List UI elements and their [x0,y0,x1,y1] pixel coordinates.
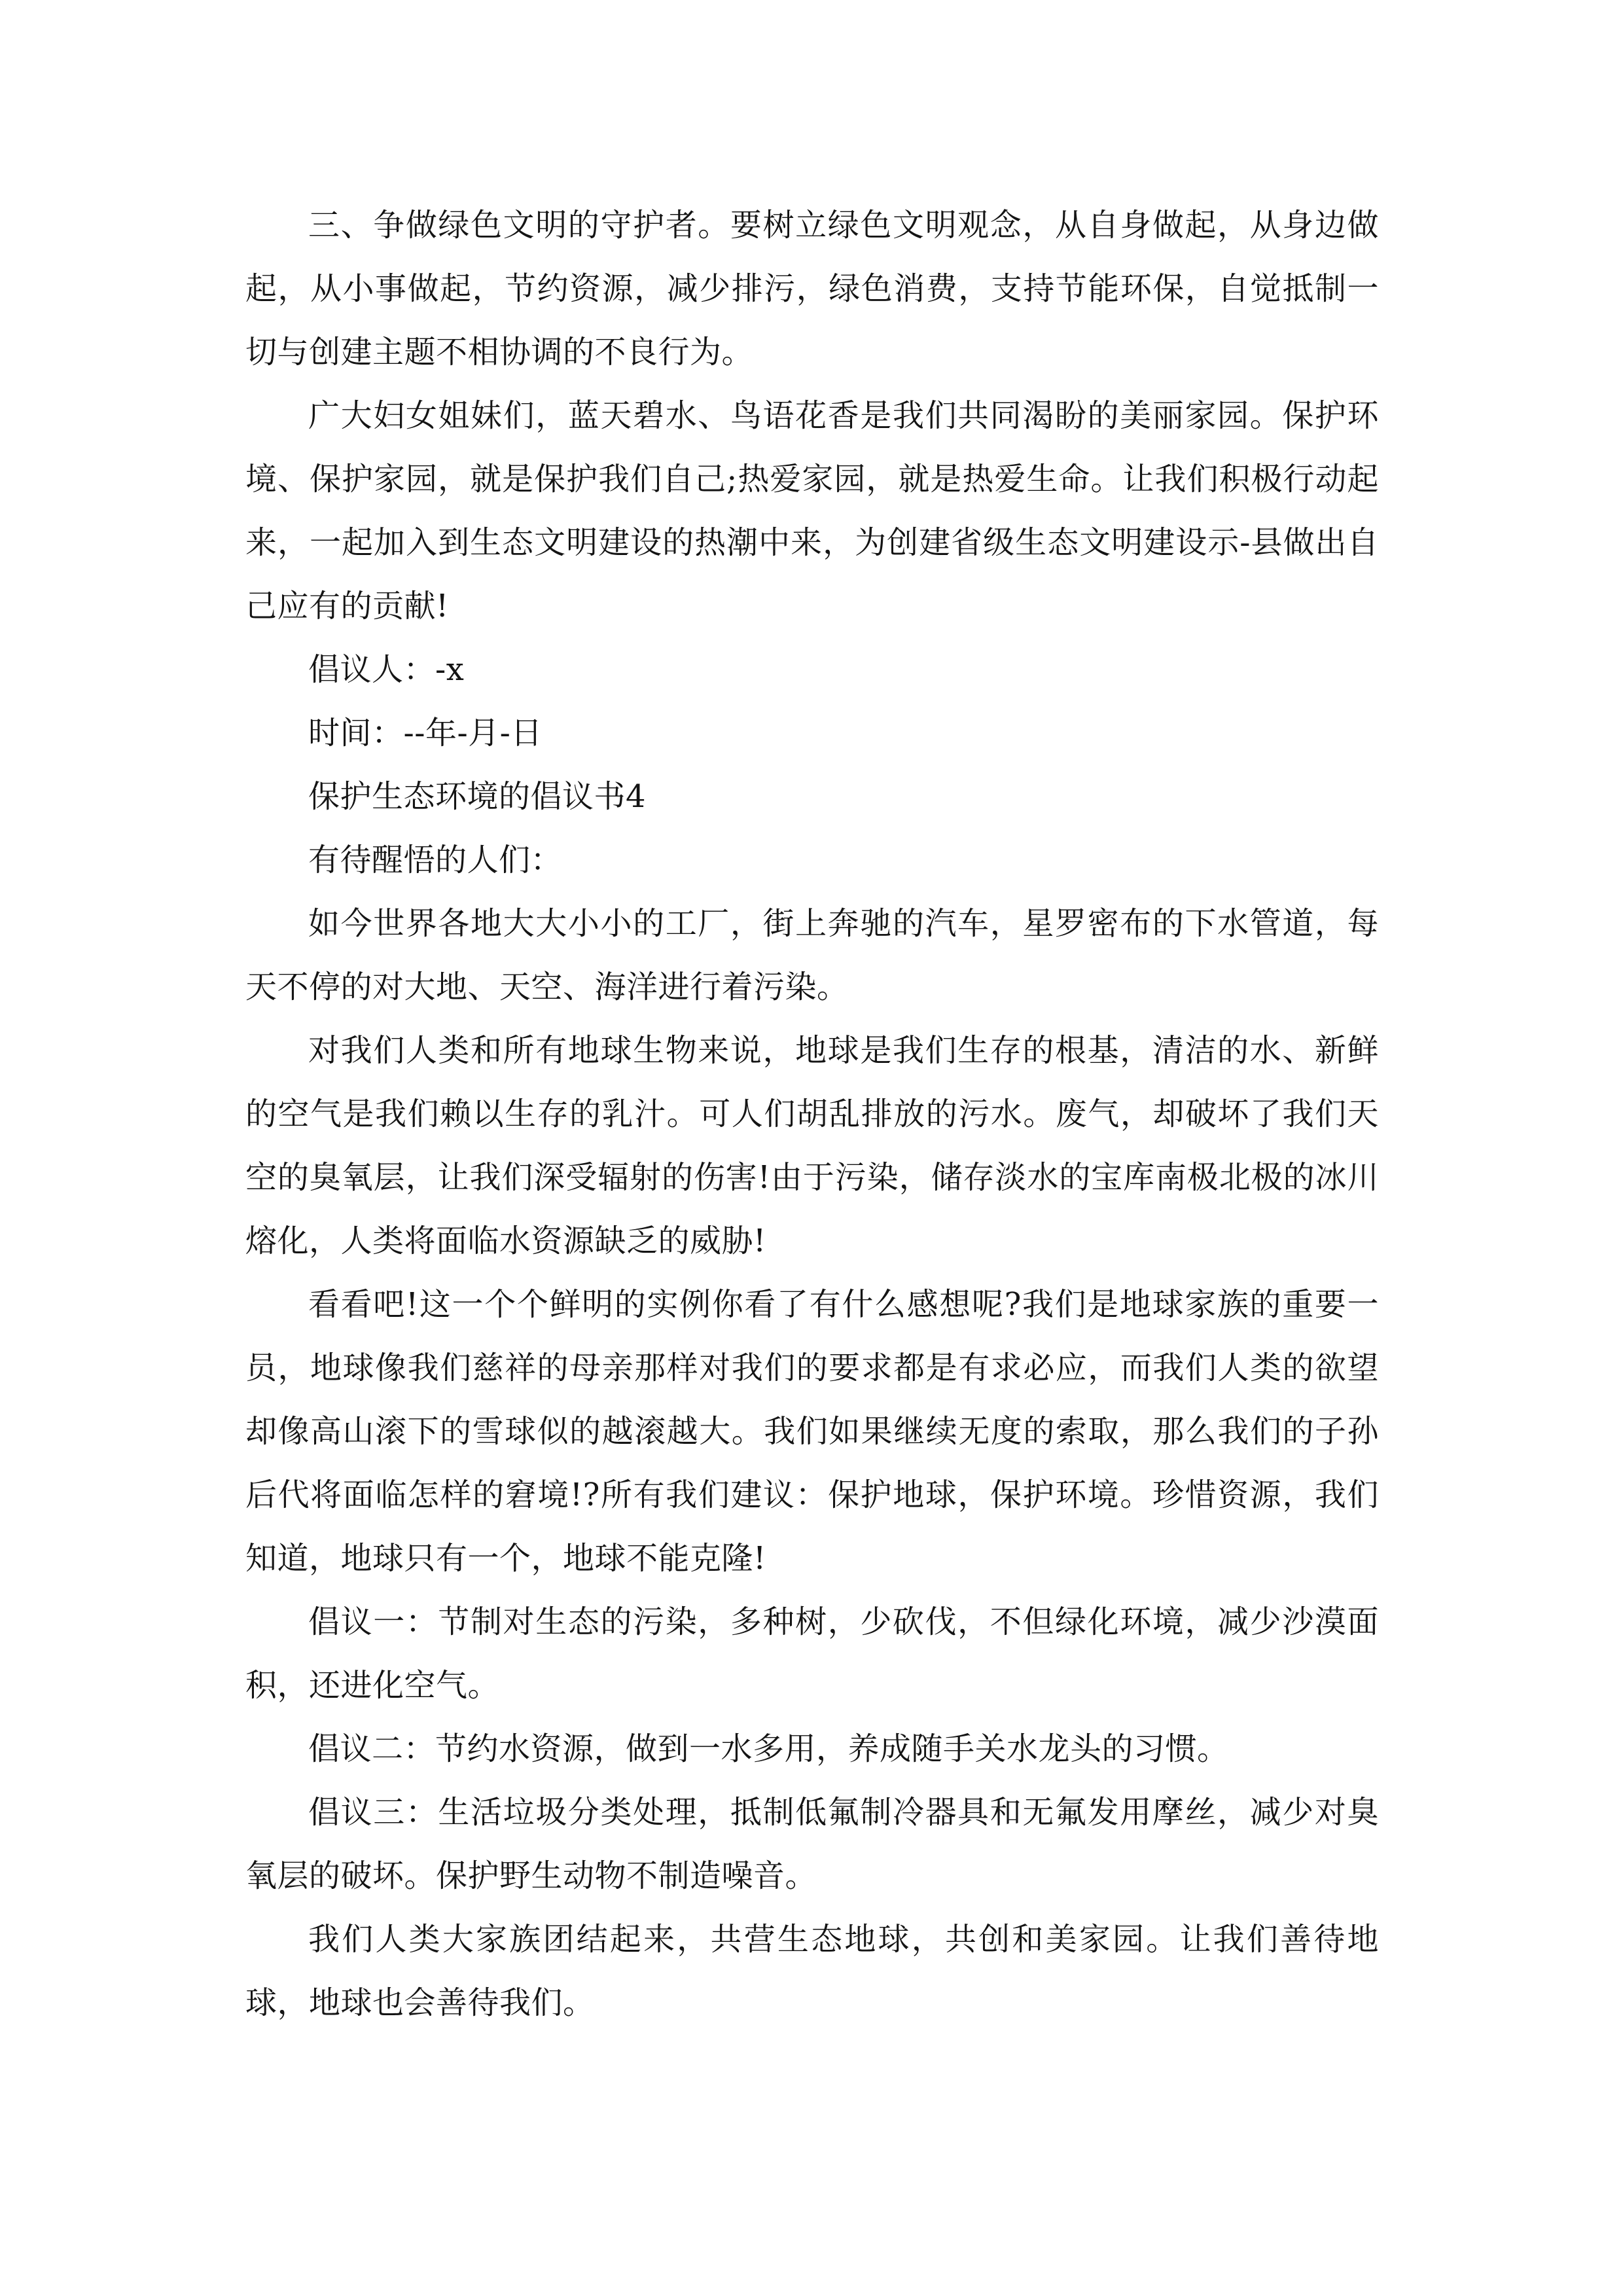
paragraph-appeal-women: 广大妇女姐妹们，蓝天碧水、鸟语花香是我们共同渴盼的美丽家园。保护环境、保护家园，就是保护我们自己;热爱家园，就是热爱生命。让我们积极行动起来，一起加入到生态文明建设的热潮中来，为创建省级生态文明建设示-县做出自己应有的贡献! [245,397,1379,624]
proposal-three: 倡议三：生活垃圾分类处理，抵制低氟制冷器具和无氟发用摩丝，减少对臭氧层的破坏。保护野生动物不制造噪音。 [245,1794,1379,1894]
paragraph-pollution: 如今世界各地大大小小的工厂，街上奔驰的汽车，星罗密布的下水管道，每天不停的对大地、天空、海洋进行着污染。 [245,905,1379,1005]
proposer-line: 倡议人：-x [308,651,465,688]
paragraph-reflection: 看看吧!这一个个鲜明的实例你看了有什么感想呢?我们是地球家族的重要一员，地球像我们慈祥的母亲那样对我们的要求都是有求必应，而我们人类的欲望却像高山滚下的雪球似的越滚越大。我们如果继续无度的索取，那么我们的子孙后代将面临怎样的窘境!?所有我们建议：保护地球，保护环境。珍惜资源，我们知道，地球只有一个，地球不能克隆! [245,1286,1379,1577]
paragraph-earth-foundation: 对我们人类和所有地球生物来说，地球是我们生存的根基，清洁的水、新鲜的空气是我们赖以生存的乳汁。可人们胡乱排放的污水。废气，却破坏了我们天空的臭氧层，让我们深受辐射的伤害!由于污染，储存淡水的宝库南极北极的冰川熔化，人类将面临水资源缺乏的威胁! [245,1032,1379,1259]
proposal-two: 倡议二：节约水资源，做到一水多用，养成随手关水龙头的习惯。 [308,1731,1229,1767]
section-title: 保护生态环境的倡议书4 [308,778,647,815]
document-page [245,194,1379,2035]
paragraph-closing: 我们人类大家族团结起来，共营生态地球，共创和美家园。让我们善待地球，地球也会善待我们。 [245,1921,1379,2021]
paragraph-green-civilization: 三、争做绿色文明的守护者。要树立绿色文明观念，从自身做起，从身边做起，从小事做起，节约资源，减少排污，绿色消费，支持节能环保，自觉抵制一切与创建主题不相协调的不良行为。 [245,207,1379,370]
proposal-one: 倡议一：节制对生态的污染，多种树，少砍伐，不但绿化环境，减少沙漠面积，还进化空气。 [245,1604,1379,1704]
salutation: 有待醒悟的人们： [308,842,563,878]
date-line: 时间：--年-月-日 [308,715,543,751]
